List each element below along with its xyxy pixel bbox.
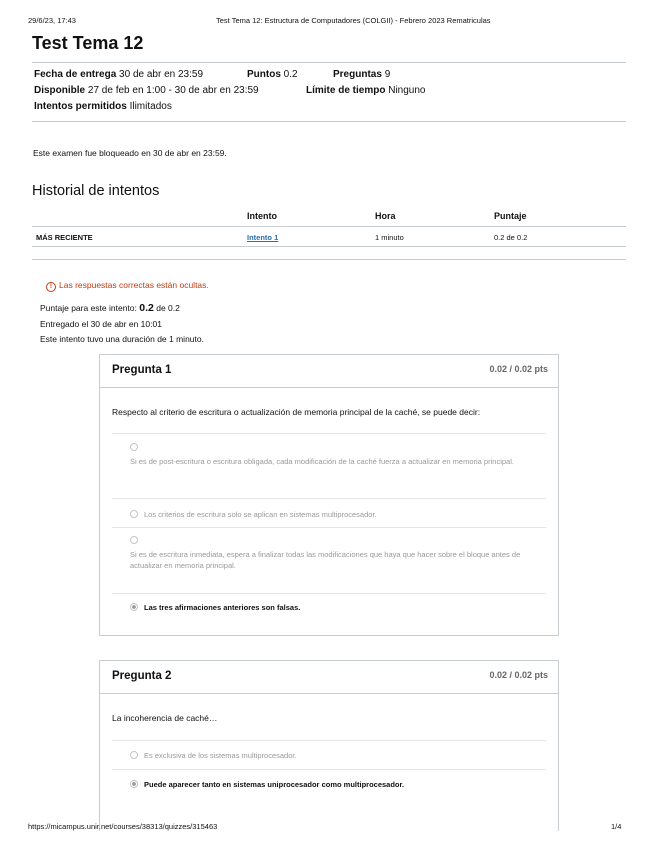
score-prefix: Puntaje para este intento: (40, 303, 137, 313)
table-header-divider (32, 226, 626, 227)
attempts-detail (34, 101, 172, 112)
page-title: Test Tema 12 (32, 33, 144, 53)
answer-text: Es exclusiva de los sistemas multiprocesador. (144, 751, 297, 760)
divider (112, 498, 546, 499)
quiz-details-row-1 (34, 69, 203, 80)
time-limit-label: Límite de tiempo (306, 85, 386, 96)
divider (32, 62, 626, 63)
points-detail (247, 69, 298, 80)
table-row-divider (32, 246, 626, 247)
attempts-value: Ilimitados (129, 101, 172, 112)
points-value: 0.2 (283, 69, 298, 80)
row-label-most-recent: MÁS RECIENTE (36, 233, 93, 242)
available-label: Disponible (34, 85, 86, 96)
attempts-label: Intentos permitidos (34, 101, 127, 112)
page-number: 1/4 (611, 822, 622, 831)
answer-option[interactable] (130, 750, 530, 761)
attempt-link[interactable]: Intento 1 (247, 233, 279, 242)
score-value: 0.2 (139, 302, 154, 314)
col-header-score: Puntaje (494, 211, 527, 221)
due-label: Fecha de entrega (34, 69, 117, 80)
col-header-attempt: Intento (247, 211, 277, 221)
time-limit-detail (306, 85, 426, 96)
locked-message: Este examen fue bloqueado en 30 de abr en 23:59. (33, 148, 227, 158)
warning-icon: ! (46, 282, 56, 292)
questions-value: 9 (384, 69, 391, 80)
question-title: Pregunta 1 (112, 364, 172, 376)
answer-text: Las tres afirmaciones anteriores son falsas. (144, 603, 301, 612)
divider (112, 593, 546, 594)
answer-text: Puede aparecer tanto en sistemas uniprocesador como multiprocesador. (144, 780, 405, 789)
question-title: Pregunta 2 (112, 670, 172, 682)
question-header (100, 661, 558, 694)
hidden-answers-warning (46, 280, 209, 292)
questions-label: Preguntas (333, 69, 382, 80)
print-url: https://micampus.unir.net/courses/38313/quizzes/315463 (28, 822, 218, 831)
points-label: Puntos (247, 69, 281, 80)
warning-text: Las respuestas correctas están ocultas. (59, 280, 209, 290)
question-card (99, 660, 559, 831)
radio-icon (130, 443, 138, 451)
divider (112, 527, 546, 528)
question-points: 0.02 / 0.02 pts (489, 670, 548, 680)
question-header (100, 355, 558, 388)
question-text: Respecto al criterio de escritura o actualización de memoria principal de la caché, se puede decir: (112, 407, 481, 417)
duration-line: Este intento tuvo una duración de 1 minuto. (40, 334, 204, 344)
answer-option-selected[interactable] (130, 779, 530, 790)
available-value: 27 de feb en 1:00 - 30 de abr en 23:59 (87, 85, 259, 96)
submitted-line: Entregado el 30 de abr en 10:01 (40, 319, 162, 329)
print-datetime: 29/6/23, 17:43 (28, 16, 76, 25)
divider (112, 433, 546, 434)
answer-text: Los criterios de escritura solo se aplican en sistemas multiprocesador. (144, 510, 377, 519)
attempt-score: 0.2 de 0.2 (494, 233, 528, 242)
radio-icon (130, 510, 138, 518)
radio-selected-icon (130, 780, 138, 788)
divider (32, 121, 626, 122)
score-suffix: de 0.2 (156, 303, 180, 313)
radio-selected-icon (130, 603, 138, 611)
due-value: 30 de abr en 23:59 (119, 69, 204, 80)
attempt-time: 1 minuto (375, 233, 404, 242)
answer-text: Si es de post-escritura o escritura obligada, cada modificación de la caché fuerza a actualizar en memoria principal. (130, 457, 514, 466)
question-points: 0.02 / 0.02 pts (489, 364, 548, 374)
question-card (99, 354, 559, 636)
divider (112, 740, 546, 741)
question-text: La incoherencia de caché… (112, 713, 218, 723)
radio-icon (130, 536, 138, 544)
print-doc-title: Test Tema 12: Estructura de Computadores (COLGII) - Febrero 2023 Rematriculas (216, 16, 491, 25)
col-header-time: Hora (375, 211, 396, 221)
attempt-score-line (40, 302, 180, 314)
answer-option[interactable] (130, 443, 530, 467)
available-detail (34, 85, 259, 96)
divider (32, 259, 626, 260)
time-limit-value: Ninguno (388, 85, 426, 96)
answer-option-selected[interactable] (130, 602, 530, 613)
questions-detail (333, 69, 390, 80)
answer-option[interactable] (130, 509, 530, 520)
answer-text: Si es de escritura inmediata, espera a finalizar todas las modificaciones que haya que hacer sobre el bloque antes de actualizar en memoria principal. (130, 550, 521, 570)
divider (112, 769, 546, 770)
history-heading: Historial de intentos (32, 183, 160, 199)
answer-option[interactable] (130, 536, 530, 571)
radio-icon (130, 751, 138, 759)
